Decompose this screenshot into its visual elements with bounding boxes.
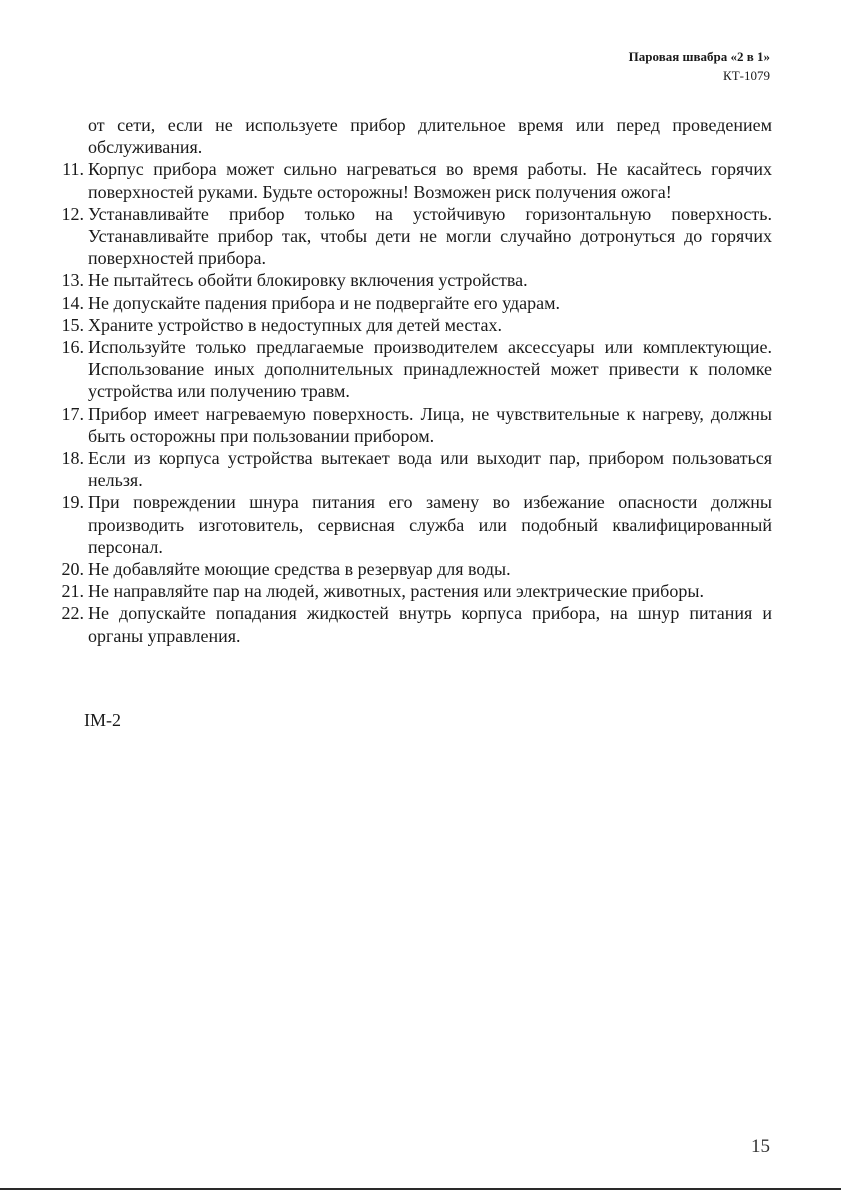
list-item-18: [50, 447, 772, 491]
item-number: 11.: [62, 159, 84, 180]
item-number: 19.: [61, 492, 84, 513]
item-number: 15.: [61, 314, 84, 335]
document-code: IM-2: [84, 710, 121, 730]
list-item-17: [50, 403, 772, 447]
list-item-20: [50, 558, 772, 580]
continuation-text: от сети, если не используете прибор длительное время или перед проведением обслуживания.: [88, 115, 772, 158]
item-text: Используйте только предлагаемые производителем аксессуары или комплектующие. Использование иных дополнительных принадлежностей может привести к поломке устройства или получению травм.: [88, 337, 772, 402]
bottom-divider: [0, 1188, 841, 1190]
item-number: 20.: [61, 559, 84, 580]
list-item-15: [50, 314, 772, 336]
list-item-12: [50, 203, 772, 270]
page-number: 15: [751, 1136, 770, 1157]
item-text: Не допускайте попадания жидкостей внутрь корпуса прибора, на шнур питания и органы управления.: [88, 603, 772, 646]
list-item-19: [50, 491, 772, 558]
item-number: 18.: [61, 448, 84, 469]
list-item-21: [50, 580, 772, 602]
item-text: Не направляйте пар на людей, животных, растения или электрические приборы.: [88, 581, 704, 602]
item-number: 14.: [61, 292, 84, 313]
item-text: Устанавливайте прибор только на устойчивую горизонтальную поверхность. Устанавливайте прибор так, чтобы дети не могли случайно дотронуться до горячих поверхностей прибора.: [88, 203, 772, 269]
item-number: 17.: [61, 403, 84, 424]
list-item-13: [50, 269, 772, 291]
item-text: Если из корпуса устройства вытекает вода или выходит пар, прибором пользоваться нельзя.: [88, 448, 772, 491]
item-number: 16.: [61, 337, 84, 358]
item-text: Не допускайте падения прибора и не подвергайте его ударам.: [88, 292, 561, 313]
page-header: [629, 47, 770, 85]
item-text: Корпус прибора может сильно нагреваться во время работы. Не касайтесь горячих поверхностей руками. Будьте осторожны! Возможен риск получения ожога!: [88, 159, 772, 202]
list-item-22: [50, 602, 772, 646]
model-number: КТ-1079: [723, 68, 770, 83]
item-text: Не добавляйте моющие средства в резервуар для воды.: [88, 559, 511, 580]
item-text: При повреждении шнура питания его замену во избежание опасности должны производить изготовитель, сервисная служба или подобный квалифицированный персонал.: [88, 492, 772, 557]
item-number: 12.: [61, 203, 84, 224]
item-text: Не пытайтесь обойти блокировку включения устройства.: [88, 270, 528, 291]
product-title: Паровая швабра «2 в 1»: [628, 49, 770, 64]
item-number: 22.: [61, 603, 84, 624]
list-item-11: [50, 158, 772, 202]
list-item-16: [50, 336, 772, 403]
item-text: Прибор имеет нагреваемую поверхность. Лица, не чувствительные к нагреву, должны быть осторожны при пользовании прибором.: [88, 403, 772, 446]
safety-instructions: [50, 114, 772, 647]
item-number: 13.: [61, 270, 84, 291]
list-item-14: [50, 292, 772, 314]
item-number: 21.: [61, 581, 84, 602]
item-text: Храните устройство в недоступных для детей местах.: [88, 314, 502, 335]
